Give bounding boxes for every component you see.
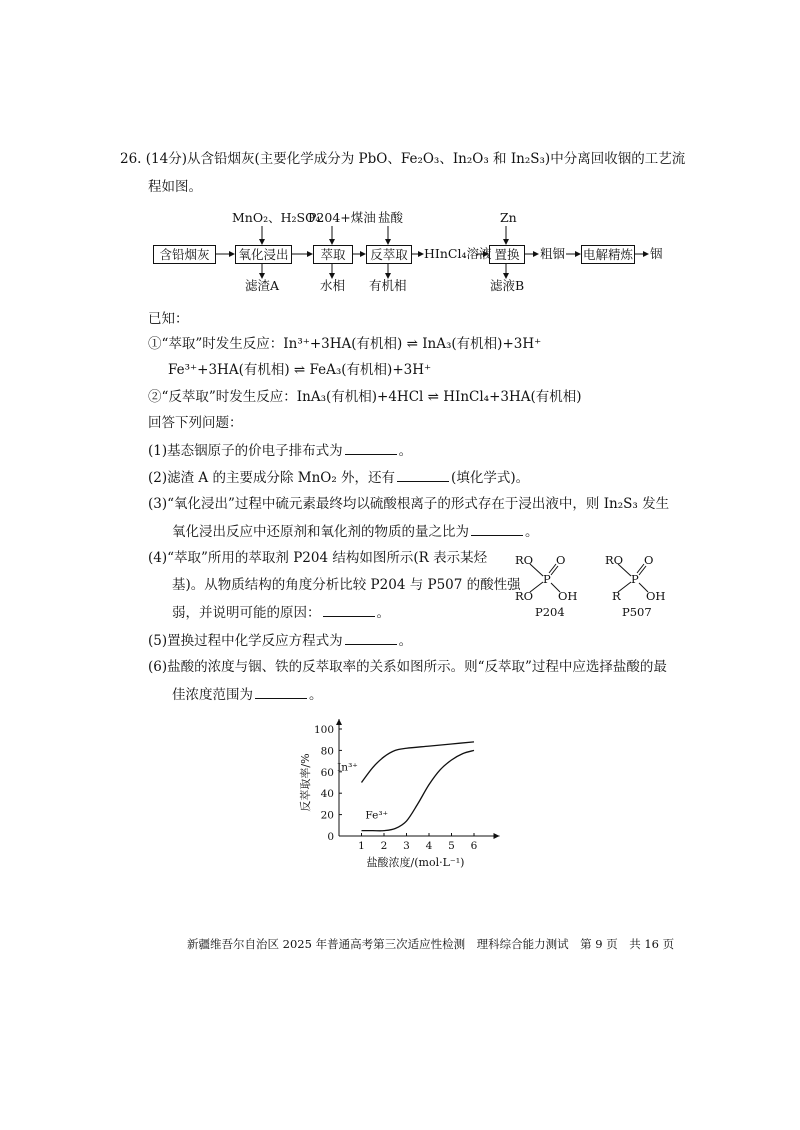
page-footer: 新疆维吾尔自治区 2025 年普通高考第三次适应性检测 理科综合能力测试 第 9 页 共 16 页 [187,937,675,951]
q2 [148,468,529,487]
x-tick-label: 1 [358,840,365,852]
x-tick-label: 3 [403,840,410,852]
q2-end: (填化学式)。 [451,470,530,486]
box-displacement: 置换 [489,245,525,264]
mid-crude-indium: 粗铟 [540,246,566,261]
question-line-1: 26. (14分)从含铅烟灰(主要化学成分为 PbO、Fe₂O₃、In₂O₃ 和 In₂S₃)中分离回收铟的工艺流 [120,151,686,167]
y-tick-label: 60 [320,766,334,779]
reagent-p204: P204+煤油 [308,210,376,225]
series-label-iron: Fe³⁺ [365,809,389,822]
box-extraction: 萃取 [313,245,353,264]
p507-sub-2: R [612,589,621,603]
y-axis-arrow [336,719,342,725]
output-residue-a: 滤渣A [245,278,280,293]
p204-oxygen: O [556,553,566,567]
y-tick-label: 80 [320,745,334,758]
reagent-zn: Zn [500,210,517,225]
mid-hincl4: HInCl₄溶液 [424,246,492,261]
q4-text: 弱，并说明可能的原因： [172,605,321,621]
answer-blank[interactable] [345,631,397,645]
answer-blank[interactable] [323,603,375,617]
box-oxidative-leach: 氧化浸出 [235,245,292,264]
x-axis-label: 盐酸浓度/(mol·L⁻¹) [366,856,465,869]
p507-oxygen: O [644,553,654,567]
answer-blank[interactable] [255,685,307,699]
q3-end: 。 [525,524,539,540]
q3-line-1: (3)“氧化浸出”过程中硫元素最终均以硫酸根离子的形式存在于浸出液中，则 In₂S₃ 发生 [148,496,670,512]
y-tick-label: 20 [320,809,334,822]
reagent-mno2-h2so4: MnO₂、H₂SO₄ [232,210,321,225]
series-line-iron [362,750,475,830]
answer-blank[interactable] [345,441,397,455]
prompt: 回答下列问题： [148,415,243,431]
p507-hydroxyl: OH [646,589,666,603]
q6-line-1: (6)盐酸的浓度与铟、铁的反萃取率的关系如图所示。则“反萃取”过程中应选择盐酸的最 [148,659,667,675]
p204-phosphorus: P [543,572,551,586]
q3-text: 氧化浸出反应中还原剂和氧化剂的物质的量之比为 [172,524,469,540]
y-tick-label: 0 [327,831,334,843]
p204-sub-1: RO [515,553,534,567]
known-reaction-2: Fe³⁺+3HA(有机相) ⇌ FeA₃(有机相)+3H⁺ [168,362,432,378]
q6-text: 佳浓度范围为 [172,687,253,703]
q1 [148,441,412,460]
p507-sub-1: RO [605,553,624,567]
mid-indium: 铟 [650,246,663,261]
x-tick-label: 6 [470,840,478,852]
box-raw-material: 含铅烟灰 [153,245,216,264]
question-line-2: 程如图。 [148,179,202,195]
q6-line-2 [172,685,323,704]
known-reaction-1: ①“萃取”时发生反应：In³⁺+3HA(有机相) ⇌ InA₃(有机相)+3H⁺ [148,336,542,352]
output-water-phase: 水相 [320,278,346,293]
q4-line-1: (4)“萃取”所用的萃取剂 P204 结构如图所示(R 表示某烃 [148,550,488,566]
known-reaction-3: ②“反萃取”时发生反应：InA₃(有机相)+4HCl ⇌ HInCl₄+3HA(有机相) [148,389,582,405]
q5 [148,631,412,650]
q6-end: 。 [309,687,323,703]
reagent-hcl: 盐酸 [378,210,404,225]
q1-text: (1)基态铟原子的价电子排布式为 [148,443,343,459]
series-line-indium [362,742,475,783]
answer-blank[interactable] [397,468,449,482]
q4-line-2: 基)。从物质结构的角度分析比较 P204 与 P507 的酸性强 [172,577,521,593]
q4-line-3 [172,603,390,622]
box-back-extraction: 反萃取 [366,245,412,264]
p507-phosphorus: P [631,572,639,586]
y-axis-label: 反萃取率/% [299,753,312,812]
output-organic-phase: 有机相 [369,278,407,293]
p204-hydroxyl: OH [558,589,578,603]
q5-end: 。 [398,633,413,649]
p507-label: P507 [622,605,652,619]
y-tick-label: 100 [313,724,334,736]
series-label-indium: In³⁺ [337,761,358,774]
q2-text: (2)滤渣 A 的主要成分除 MnO₂ 外，还有 [148,470,396,486]
x-tick-label: 5 [448,840,455,852]
output-filtrate-b: 滤液B [490,278,525,293]
known-title: 已知： [148,311,189,327]
y-tick-label: 40 [320,788,334,801]
x-tick-label: 4 [425,840,433,852]
q5-text: (5)置换过程中化学反应方程式为 [148,633,343,649]
x-axis-arrow [494,833,500,839]
p204-sub-2: RO [515,589,534,603]
box-electrorefining: 电解精炼 [582,247,633,262]
q3-line-2 [172,522,539,541]
q4-end: 。 [376,605,390,621]
q1-end: 。 [398,443,413,459]
answer-blank[interactable] [471,522,523,536]
p204-label: P204 [535,605,565,619]
x-tick-label: 2 [380,840,388,852]
